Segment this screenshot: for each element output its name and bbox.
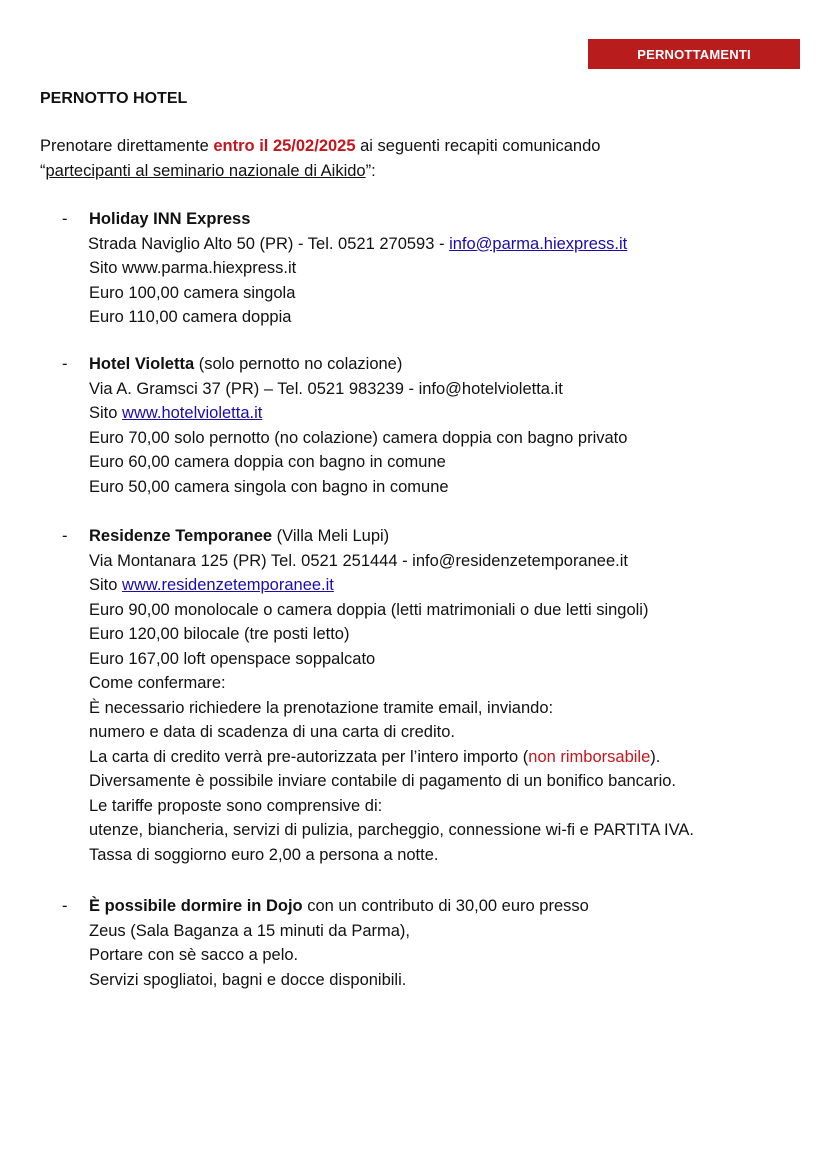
dojo-line: Servizi spogliatoi, bagni e docce disponibili.	[89, 970, 407, 989]
hotel-name-line	[89, 524, 802, 549]
info-line: utenze, biancheria, servizi di pulizia, parcheggio, connessione wi-fi e PARTITA IVA.	[89, 821, 694, 839]
hotel-note: (solo pernotto no colazione)	[194, 355, 403, 373]
dojo-line: Zeus (Sala Baganza a 15 minuti da Parma),	[89, 921, 411, 940]
dojo-heading-line	[89, 894, 802, 919]
page-title: PERNOTTO HOTEL	[40, 90, 188, 107]
hotel-site	[89, 401, 802, 426]
intro-prefix: Prenotare direttamente	[40, 137, 214, 155]
dojo-option	[62, 894, 802, 992]
dojo-heading-rest: con un contributo di 30,00 euro presso	[302, 897, 589, 915]
info-line: Tassa di soggiorno euro 2,00 a persona a notte.	[89, 845, 439, 864]
info-line: Le tariffe proposte sono comprensive di:	[89, 796, 383, 815]
hotel-name: Residenze Temporanee	[89, 527, 273, 545]
hotel-name-line	[89, 352, 802, 377]
site-prefix: Sito	[89, 576, 123, 594]
hotel-violetta	[62, 352, 802, 499]
quote-open: “	[40, 161, 46, 180]
section-badge: PERNOTTAMENTI	[588, 39, 800, 69]
info-line: Diversamente è possibile inviare contabile di pagamento di un bonifico bancario.	[89, 772, 677, 790]
bullet-dash: -	[62, 210, 68, 228]
site-link[interactable]: www.residenzetemporanee.it	[122, 576, 334, 594]
rate-line: Euro 100,00 camera singola	[89, 283, 296, 302]
hotel-residenze-temporanee	[62, 524, 802, 867]
site-link[interactable]: www.hotelvioletta.it	[122, 404, 263, 422]
intro-suffix: ai seguenti recapiti comunicando	[355, 137, 601, 155]
rate-line: Euro 60,00 camera doppia con bagno in comune	[89, 453, 446, 471]
bullet-dash: -	[62, 355, 68, 373]
hotel-site	[89, 573, 802, 598]
info-line: numero e data di scadenza di una carta di credito.	[89, 723, 455, 741]
hotel-note: (Villa Meli Lupi)	[272, 527, 390, 545]
rate-line: Euro 167,00 loft openspace soppalcato	[89, 649, 376, 668]
intro-paragraph	[40, 134, 780, 183]
card-prefix: La carta di credito verrà pre-autorizzata per l’intero importo (	[89, 747, 529, 766]
card-suffix: ).	[650, 747, 661, 766]
rate-line: Euro 110,00 camera doppia	[89, 308, 292, 326]
hotel-address	[88, 232, 802, 257]
info-line: Come confermare:	[89, 674, 226, 692]
card-line	[89, 745, 802, 770]
dojo-line: Portare con sè sacco a pelo.	[89, 946, 299, 964]
quote-text: partecipanti al seminario nazionale di Aikido	[45, 161, 366, 180]
hotel-address: Via Montanara 125 (PR) Tel. 0521 251444 - info@residenzetemporanee.it	[89, 551, 628, 570]
dojo-heading: È possibile dormire in Dojo	[89, 897, 303, 915]
hotel-name: Holiday INN Express	[89, 210, 251, 228]
hotel-address: Via A. Gramsci 37 (PR) – Tel. 0521 983239 - info@hotelvioletta.it	[89, 379, 563, 398]
rate-line: Euro 120,00 bilocale (tre posti letto)	[89, 625, 350, 643]
info-line: È necessario richiedere la prenotazione tramite email, inviando:	[89, 698, 554, 717]
rate-line: Euro 90,00 monolocale o camera doppia (letti matrimoniali o due letti singoli)	[89, 600, 649, 619]
rate-line: Euro 70,00 solo pernotto (no colazione) camera doppia con bagno privato	[89, 428, 628, 447]
quote-close: ”:	[365, 161, 376, 180]
bullet-dash: -	[62, 527, 68, 545]
bullet-dash: -	[62, 897, 68, 915]
hotel-site: Sito www.parma.hiexpress.it	[89, 259, 297, 277]
address-text: Strada Naviglio Alto 50 (PR) - Tel. 0521 270593 -	[88, 234, 450, 253]
non-refundable-text: non rimborsabile	[528, 747, 651, 766]
site-prefix: Sito	[89, 404, 123, 422]
rate-line: Euro 50,00 camera singola con bagno in comune	[89, 477, 449, 496]
hotel-holiday-inn	[62, 207, 802, 330]
email-link[interactable]: info@parma.hiexpress.it	[449, 234, 628, 253]
hotel-name: Hotel Violetta	[89, 355, 195, 373]
deadline-text: entro il 25/02/2025	[213, 137, 356, 155]
